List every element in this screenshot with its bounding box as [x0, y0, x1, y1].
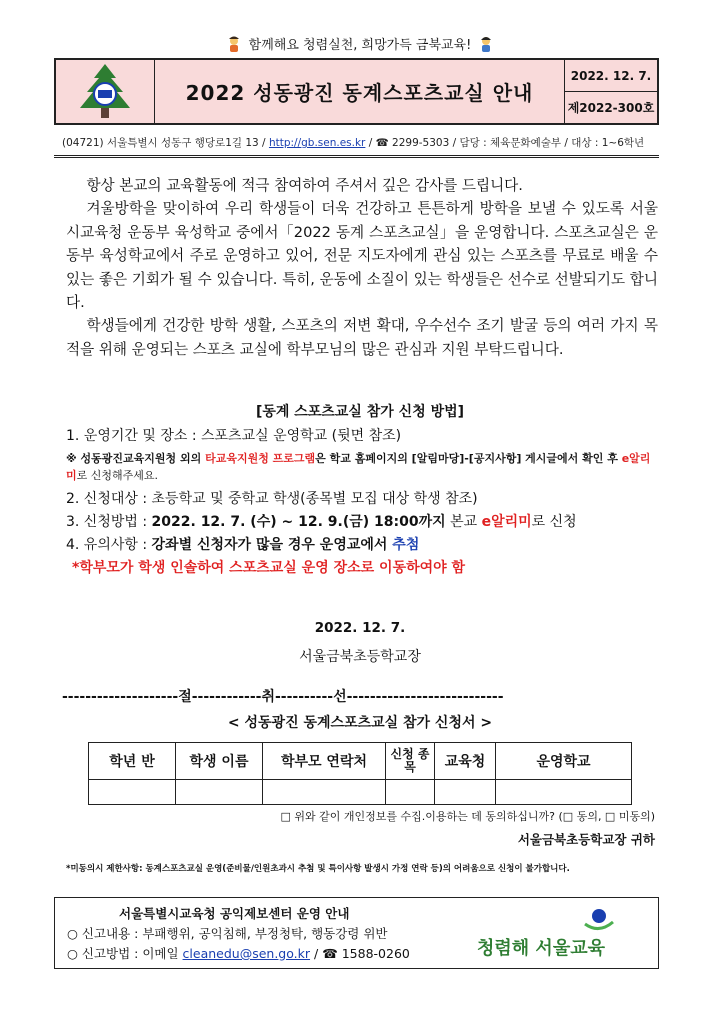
- postcode: (04721): [62, 137, 104, 149]
- non-consent-footnote: *미동의시 제한사항: 동계스포츠교실 운영(준비물/인원초과시 추첨 및 특이사항 발생시 가정 연락 등)의 어려움으로 신청이 불가합니다.: [66, 864, 570, 874]
- cell-sport[interactable]: [386, 780, 435, 805]
- report-method: ○ 신고방법 : 이메일 cleanedu@sen.go.kr / ☎ 1588-0260: [67, 946, 410, 961]
- issue-date: 2022. 12. 7.: [565, 60, 657, 92]
- child-icon-2: [477, 35, 495, 57]
- document-header: [54, 58, 659, 125]
- seoul-education-logo-icon: [473, 906, 648, 962]
- form-entry-row: [89, 780, 632, 805]
- contact-rest: / 담당 : 체육문화예술부 / 대상 : 1~6학년: [452, 137, 645, 149]
- phone-icon: ☎: [375, 137, 389, 149]
- child-icon: [225, 35, 243, 57]
- school-logo: [56, 60, 155, 123]
- report-content: ○ 신고내용 : 부패행위, 공익침해, 부정청탁, 행동강령 위반: [67, 926, 388, 941]
- slogan-text: 함께해요 청렴실천, 희망가득 금북교육!: [248, 38, 472, 53]
- paragraph-1: 항상 본교의 교육활동에 적극 참여하여 주셔서 깊은 감사를 드립니다.: [86, 177, 523, 194]
- school-emblem-icon: [76, 62, 134, 122]
- cell-grade-class[interactable]: [89, 780, 176, 805]
- other-office-highlight: 타교육지원청 프로그램: [205, 452, 316, 465]
- slogan: [0, 34, 720, 57]
- cell-office[interactable]: [435, 780, 496, 805]
- report-email-link[interactable]: cleanedu@sen.go.kr: [182, 946, 311, 961]
- step-3: 3. 신청방법 : 2022. 12. 7. (수) ~ 12. 9.(금) 18:00까지 본교 e알리미로 신청: [66, 514, 577, 530]
- step-4: 4. 유의사항 : 강좌별 신청자가 많을 경우 운영교에서 추첨: [66, 537, 420, 553]
- cut-line: --------------------절------------취----------선---------------------------: [62, 689, 504, 705]
- document-title: 2022 성동광진 동계스포츠교실 안내: [155, 60, 565, 123]
- address: 서울특별시 성동구 행당로1길 13 /: [106, 137, 266, 149]
- apply-period: 2022. 12. 7. (수) ~ 12. 9.(금) 18:00까지: [151, 514, 446, 530]
- lottery-highlight: 추첨: [392, 537, 420, 553]
- addressee: 서울금북초등학교장 귀하: [517, 832, 655, 847]
- signature-date: 2022. 12. 7.: [314, 620, 406, 636]
- ealimi-highlight-2: e알리미: [481, 514, 532, 530]
- header-divider: [54, 155, 659, 158]
- signature-name: 서울금북초등학교장: [299, 649, 421, 665]
- logo-text: 청렴해 서울교육: [477, 938, 605, 959]
- step-2: 2. 신청대상 : 초등학교 및 중학교 학생(종목별 모집 대상 학생 참조): [66, 491, 478, 507]
- date-box: [565, 60, 657, 123]
- paragraph-3: 학생들에게 건강한 방학 생활, 스포츠의 저변 확대, 우수선수 조기 발굴 등의 여러 가지 목적을 위해 운영되는 스포츠 교실에 학부모님의 많은 관심과 지원 부탁드립니다.: [66, 317, 658, 358]
- form-header-row: [89, 743, 632, 780]
- contact-line: (04721) 서울특별시 성동구 행당로1길 13 / http://gb.sen.es.kr / ☎ 2299-5303 / 담당 : 체육문화예술부 / 대상 : 1~6학년: [62, 137, 645, 149]
- ealimi-highlight: e알리미: [66, 452, 651, 482]
- phone-number: 2299-5303: [392, 137, 450, 149]
- consent-question: □ 위와 같이 개인정보를 수집.이용하는 데 동의하십니까? (□ 동의, □ 미동의): [280, 810, 655, 823]
- cell-student-name[interactable]: [176, 780, 263, 805]
- step-1: 1. 운영기간 및 장소 : 스포츠교실 운영학교 (뒷면 참조): [66, 428, 402, 444]
- col-school: 운영학교: [496, 743, 632, 780]
- col-student-name: 학생 이름: [176, 743, 263, 780]
- whistleblower-box: [54, 897, 659, 969]
- col-parent-contact: 학부모 연락처: [263, 743, 386, 780]
- cell-parent-contact[interactable]: [263, 780, 386, 805]
- footer-title: 서울특별시교육청 공익제보센터 운영 안내: [119, 906, 350, 921]
- step-1-note: ※ 성동광진교육지원청 외의 타교육지원청 프로그램은 학교 홈페이지의 [알림마당]-[공지사항] 게시글에서 확인 후 e알리미로 신청해주세요.: [66, 452, 651, 482]
- application-steps: [66, 425, 666, 580]
- application-form-table: [88, 742, 632, 805]
- cell-school[interactable]: [496, 780, 632, 805]
- integrity-logo: [473, 906, 648, 962]
- col-sport: 신청 종목: [386, 743, 435, 780]
- col-grade-class: 학년 반: [89, 743, 176, 780]
- school-website-link[interactable]: http://gb.sen.es.kr: [268, 137, 366, 149]
- document-number: 제2022-300호: [567, 101, 655, 115]
- paragraph-2: 겨울방학을 맞이하여 우리 학생들이 더욱 건강하고 튼튼하게 방학을 보낼 수 있도록 서울시교육청 운동부 육성학교 중에서「2022 동계 스포츠교실」을 운영합니다. 스포츠교실은 운동부 육성학교에서 주로 운영하고 있어, 전문 지도자에게 관심 있는 스포츠를 무료로 배울 수 있는 좋은 기회가 될 수 있습니다. 특히, 운동에 소질이 있는 학생들은 선수로 선발되기도 합니다.: [66, 200, 658, 312]
- col-office: 교육청: [435, 743, 496, 780]
- letter-body: [66, 174, 658, 361]
- guardian-warning: *학부모가 학생 인솔하여 스포츠교실 운영 장소로 이동하여야 함: [72, 560, 466, 576]
- section-title: [동계 스포츠교실 참가 신청 방법]: [255, 404, 465, 420]
- form-title: < 성동광진 동계스포츠교실 참가 신청서 >: [227, 715, 493, 731]
